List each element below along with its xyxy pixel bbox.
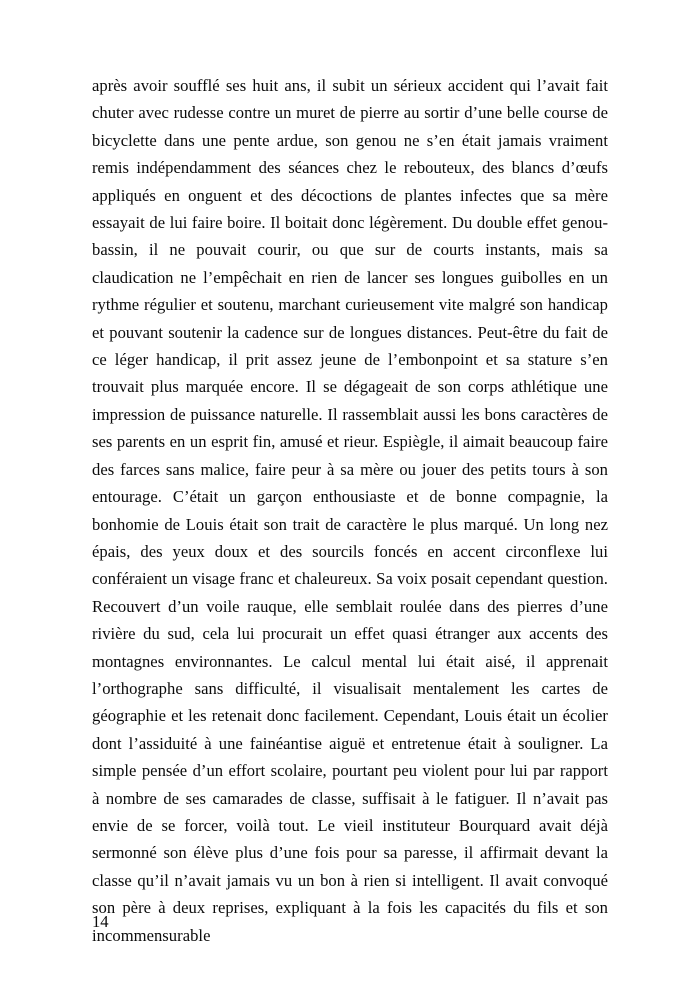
body-text-block [92,72,608,976]
body-paragraph: après avoir soufflé ses huit ans, il subit un sérieux accident qui l’avait fait chuter avec rudesse contre un muret de pierre au sortir d’une belle course de bicyclette dans une pente ardue, son genou ne s’en était jamais vraiment remis indépendamment des séances chez le rebouteux, des blancs d’œufs appliqués en onguent et des décoctions de plantes infectes que sa mère essayait de lui faire boire. Il boitait donc légèrement. Du double effet genou-bassin, il ne pouvait courir, ou que sur de courts instants, mais sa claudication ne l’empêchait en rien de lancer ses longues guibolles en un rythme régulier et soutenu, marchant curieusement vite malgré son handicap et pouvant soutenir la cadence sur de longues distances. Peut-être du fait de ce léger handicap, il prit assez jeune de l’embonpoint et sa stature s’en trouvait plus marquée encore. Il se dégageait de son corps athlétique une impression de puissance naturelle. Il rassemblait aussi les bons caractères de ses parents en un esprit fin, amusé et rieur. Espiègle, il aimait beaucoup faire des farces sans malice, faire peur à sa mère ou jouer des petits tours à son entourage. C’était un garçon enthousiaste et de bonne compagnie, la bonhomie de Louis était son trait de caractère le plus marqué. Un long nez épais, des yeux doux et des sourcils foncés en accent circonflexe lui conféraient un visage franc et chaleureux. Sa voix posait cependant question. Recouvert d’un voile rauque, elle semblait roulée dans des pierres d’une rivière du sud, cela lui procurait un effet quasi étranger aux accents des montagnes environnantes. Le calcul mental lui était aisé, il apprenait l’orthographe sans difficulté, il visualisait mentalement les cartes de géographie et les retenait donc facilement. Cependant, Louis était un écolier dont l’assiduité à une fainéantise aiguë et entretenue était à souligner. La simple pensée d’un effort scolaire, pourtant peu violent pour lui par rapport à nombre de ses camarades de classe, suffisait à le fatiguer. Il n’avait pas envie de se forcer, voilà tout. Le vieil instituteur Bourquard avait déjà sermonné son élève plus d’une fois pour sa paresse, il affirmait devant la classe qu’il n’avait jamais vu un bon à rien si intelligent. Il avait convoqué son père à deux reprises, expliquant à la fois les capacités du fils et son incommensurable [92,76,608,945]
page-number: 14 [92,912,109,931]
